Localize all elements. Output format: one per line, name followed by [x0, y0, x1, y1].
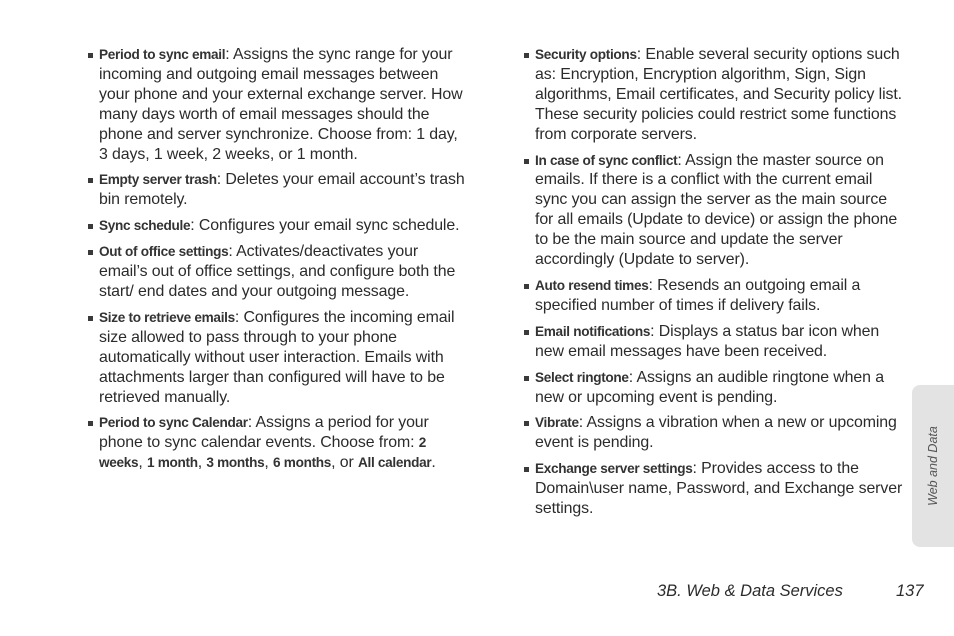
bullet-icon [88, 250, 93, 255]
list-item-calendar [88, 413, 468, 473]
bullet-icon [88, 224, 93, 229]
list-item [524, 45, 906, 145]
item-text: : Assigns the sync range for your incoming and outgoing email messages between your phone and your external exchange server. How many days worth of email messages should the phone and server synchronize. Choose from: 1 day, 3 days, 1 week, 2 weeks, or 1 month. [99, 46, 463, 163]
item-end: . [431, 454, 436, 472]
item-text: : Displays a status bar icon when new email messages have been received. [535, 322, 880, 360]
list-item [88, 308, 468, 408]
item-term: Exchange server settings [535, 461, 693, 477]
item-text: : Provides access to the Domain\user name, Password, and Exchange server settings. [535, 460, 903, 518]
item-text: : Resends an outgoing email a specified number of times if delivery fails. [535, 276, 861, 314]
side-tab-label: Web and Data [926, 426, 940, 506]
list-item [88, 242, 468, 302]
item-text: : Assigns an audible ringtone when a new or upcoming event is pending. [535, 368, 884, 406]
item-text: : Configures your email sync schedule. [190, 217, 460, 235]
item-text: : Deletes your email account’s trash bin remotely. [99, 171, 465, 209]
bullet-icon [524, 284, 529, 289]
list-item [524, 276, 906, 316]
footer-section-title: 3B. Web & Data Services [657, 582, 843, 600]
item-text: : Assigns a vibration when a new or upcoming event is pending. [535, 414, 897, 452]
list-item [524, 151, 906, 270]
list-item [524, 413, 906, 453]
item-term: Empty server trash [99, 172, 217, 188]
item-text: : Enable several security options such as: Encryption, Encryption algorithm, Sign, Sign algorithms, Email certificates, and Security policy list. These security policies could restrict some functions from corporate servers. [535, 46, 902, 143]
page-number: 137 [896, 582, 924, 600]
left-column [88, 45, 468, 479]
option-1-month: 1 month [146, 455, 198, 471]
item-term: Email notifications [535, 323, 651, 339]
list-item [88, 170, 468, 210]
list-item [88, 216, 468, 236]
bullet-icon [524, 330, 529, 335]
item-term: Security options [535, 47, 637, 62]
bullet-icon [524, 376, 529, 381]
bullet-icon [524, 53, 529, 58]
bullet-icon [88, 53, 93, 58]
bullet-icon [524, 159, 529, 164]
item-text: : Configures the incoming email size allowed to pass through to your phone automatically without user interaction. Emails with attachments larger than configured will have to be retrieved manually. [99, 308, 455, 406]
bullet-icon [88, 178, 93, 183]
item-term: Auto resend times [535, 277, 649, 293]
option-separator: , [138, 454, 147, 472]
bullet-icon [88, 421, 93, 426]
item-text: : Activates/deactivates your email’s out of office settings, and configure both the start/ end dates and your outgoing message. [99, 243, 456, 300]
item-term: Vibrate [535, 415, 579, 431]
item-term: Sync schedule [99, 218, 191, 234]
list-item [524, 322, 906, 362]
option-separator: , [197, 454, 207, 472]
item-term: Period to sync email [99, 47, 226, 62]
list-item [88, 45, 468, 164]
option-separator: , [264, 454, 274, 472]
item-term: Select ringtone [535, 369, 629, 385]
item-text: : Assign the master source on emails. If there is a conflict with the current email sync you can assign the server as the main source for all emails (Update to device) or assign the phone to be the main source and update the server accordingly (Update to server). [535, 151, 898, 269]
list-item [524, 368, 906, 408]
item-term: In case of sync conflict [535, 152, 678, 168]
item-term: Out of office settings [99, 244, 229, 260]
section-side-tab [912, 385, 954, 547]
item-term: Size to retrieve emails [99, 309, 235, 325]
item-term: Period to sync Calendar [99, 415, 248, 431]
option-or-separator: , or [331, 454, 358, 472]
bullet-icon [88, 316, 93, 321]
option-3-months: 3 months [206, 455, 265, 471]
bullet-icon [524, 421, 529, 426]
option-2-weeks: 2 weeks [99, 435, 427, 471]
option-all-calendar: All calendar [357, 455, 432, 471]
option-6-months: 6 months [273, 455, 332, 471]
list-item [524, 459, 906, 519]
bullet-icon [524, 467, 529, 472]
item-text: : Assigns a period for your phone to sync calendar events. Choose from: [99, 414, 429, 452]
right-column [524, 45, 906, 525]
